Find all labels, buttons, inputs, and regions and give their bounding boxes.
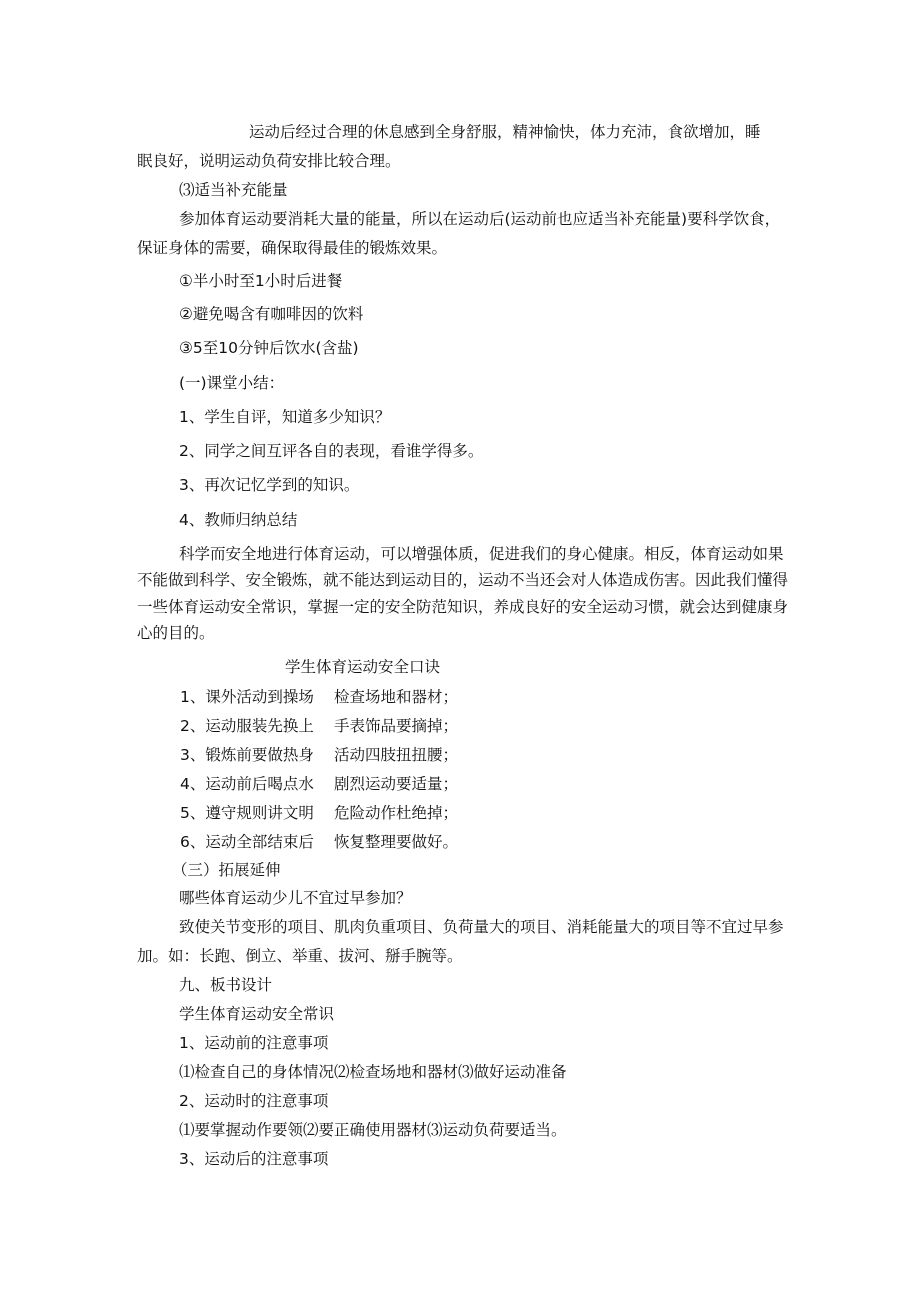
- chant-table: [180, 684, 480, 850]
- energy-paragraph-line-2: 保证身体的需要，确保取得最佳的锻炼效果。: [137, 239, 448, 257]
- board-line: 3、运动后的注意事项: [179, 1150, 329, 1168]
- extension-answer-line-2: 加。如：长跑、倒立、举重、拔河、掰手腕等。: [137, 947, 463, 965]
- energy-item: ①半小时至1小时后进餐: [179, 272, 343, 290]
- board-line: ⑴要掌握动作要领⑵要正确使用器材⑶运动负荷要适当。: [179, 1121, 567, 1139]
- chant-right: 恢复整理要做好。: [334, 833, 459, 850]
- conclusion-line-2: 不能做到科学、安全锻炼，就不能达到运动目的，运动不当还会对人体造成伤害。因此我们懂得: [137, 571, 789, 589]
- chant-right: 活动四肢扭扭腰；: [334, 746, 459, 764]
- board-line: ⑴检查自己的身体情况⑵检查场地和器材⑶做好运动准备: [179, 1063, 567, 1081]
- extension-heading: （三）拓展延伸: [172, 861, 281, 879]
- energy-paragraph-line-1: 参加体育运动要消耗大量的能量，所以在运动后(运动前也应适当补充能量)要科学饮食，: [179, 210, 781, 228]
- conclusion-line-1: 科学而安全地进行体育运动，可以增强体质，促进我们的身心健康。相反，体育运动如果: [179, 545, 784, 563]
- energy-item: ③5至10分钟后饮水(含盐): [179, 339, 359, 357]
- summary-heading: (一)课堂小结：: [179, 374, 285, 392]
- summary-item: 3、再次记忆学到的知识。: [179, 476, 360, 494]
- board-line: 1、运动前的注意事项: [179, 1034, 329, 1052]
- chant-left: 6、运动全部结束后: [180, 833, 314, 850]
- summary-item: 2、同学之间互评各自的表现，看谁学得多。: [179, 442, 484, 460]
- chant-right: 剧烈运动要适量；: [334, 775, 459, 793]
- extension-answer-line-1: 致使关节变形的项目、肌肉负重项目、负荷量大的项目、消耗能量大的项目等不宜过早参: [179, 918, 784, 936]
- conclusion-line-3: 一些体育运动安全常识，掌握一定的安全防范知识，养成良好的安全运动习惯，就会达到健康身: [137, 598, 789, 616]
- recovery-line-1: 运动后经过合理的休息感到全身舒服，精神愉快，体力充沛，食欲增加，睡: [249, 123, 761, 141]
- chant-title: 学生体育运动安全口诀: [285, 658, 441, 676]
- chant-left: 2、运动服装先换上: [180, 717, 314, 735]
- board-heading: 九、板书设计: [179, 976, 273, 994]
- conclusion-line-4: 心的目的。: [137, 624, 215, 642]
- chant-left: 5、遵守规则讲文明: [180, 804, 314, 822]
- recovery-line-2: 眠良好，说明运动负荷安排比较合理。: [137, 152, 401, 170]
- summary-item: 1、学生自评，知道多少知识？: [179, 408, 391, 426]
- chant-right: 危险动作杜绝掉；: [334, 804, 459, 822]
- energy-item: ②避免喝含有咖啡因的饮料: [179, 305, 364, 323]
- chant-left: 3、锻炼前要做热身: [180, 746, 314, 764]
- board-title: 学生体育运动安全常识: [179, 1005, 335, 1023]
- chant-left: 4、运动前后喝点水: [180, 775, 314, 793]
- summary-item: 4、教师归纳总结: [179, 511, 298, 529]
- chant-left: 1、课外活动到操场: [180, 688, 314, 706]
- chant-right: 手表饰品要摘掉；: [334, 717, 459, 735]
- chant-right: 检查场地和器材；: [334, 688, 459, 706]
- energy-heading: ⑶适当补充能量: [179, 181, 288, 199]
- board-line: 2、运动时的注意事项: [179, 1092, 329, 1110]
- extension-question: 哪些体育运动少儿不宜过早参加？: [179, 889, 412, 907]
